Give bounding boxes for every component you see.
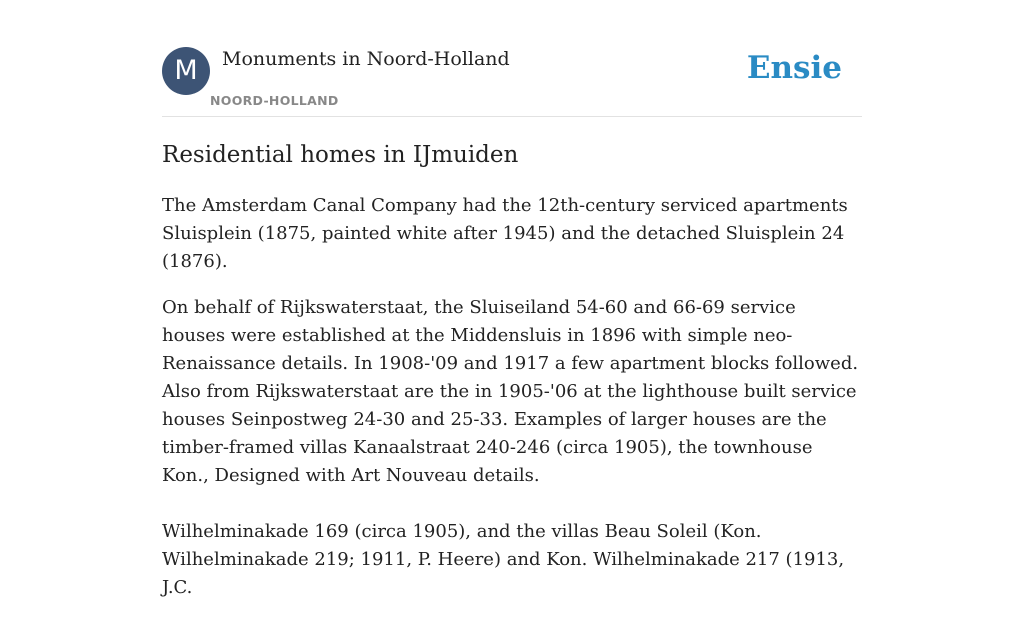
category-link[interactable]: NOORD-HOLLAND: [210, 93, 339, 108]
avatar[interactable]: M: [162, 47, 210, 95]
brand-logo[interactable]: Ensie: [746, 50, 842, 86]
article-title: Residential homes in IJmuiden: [162, 142, 519, 168]
site-title-link[interactable]: Monuments in Noord-Holland: [222, 48, 510, 70]
article-paragraph: On behalf of Rijkswaterstaat, the Sluiseiland 54-60 and 66-69 service houses were established at the Middensluis in 1896 with simple neo-Renaissance details. In 1908-'09 and 1917 a few apartment blocks followed. Also from Rijkswaterstaat are the in 1905-'06 at the lighthouse built service houses Seinpostweg 24-30 and 25-33. Examples of larger houses are the timber-framed villas Kanaalstraat 240-246 (circa 1905), the townhouse Kon., Designed with Art Nouveau details.: [162, 297, 859, 486]
header: [162, 47, 862, 117]
article-paragraph: The Amsterdam Canal Company had the 12th-century serviced apartments Sluisplein (1875, painted white after 1945) and the detached Sluisplein 24 (1876).: [162, 195, 848, 272]
article-paragraph: Wilhelminakade 169 (circa 1905), and the villas Beau Soleil (Kon. Wilhelminakade 219; 1911, P. Heere) and Kon. Wilhelminakade 217 (1913, J.C.: [162, 521, 845, 598]
article: [162, 140, 864, 620]
